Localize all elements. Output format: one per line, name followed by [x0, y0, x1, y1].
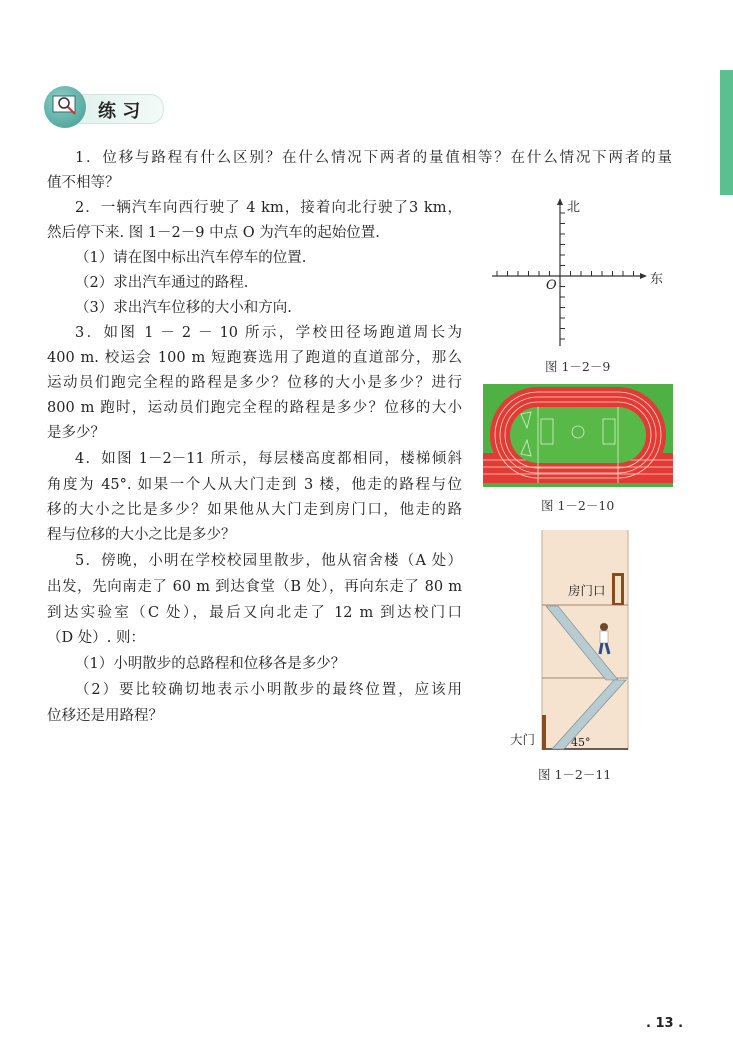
question-2-sub: （2）求出汽车通过的路程.	[75, 275, 249, 291]
question-5-line: 出发，先向南走了 60 m 到达食堂（B 处），再向东走了 80 m	[47, 579, 462, 595]
figure-track	[483, 384, 673, 487]
question-5-line: 位移还是用路程？	[47, 708, 163, 724]
question-2-line: 然后停下来. 图 1－2－9 中点 O 为汽车的起始位置.	[47, 225, 380, 241]
question-3-line: 800 m 跑时，运动员们跑完全程的路程是多少？位移的大小	[47, 400, 462, 416]
question-3-line: 是多少？	[47, 425, 105, 441]
question-5-line: 5．傍晚，小明在学校校园里散步，他从宿舍楼（A 处）	[75, 553, 462, 569]
question-5-sub: （1）小明散步的总路程和位移各是多少？	[75, 656, 346, 672]
figure-caption: 图 1－2－9	[545, 359, 611, 374]
angle-label: 45°	[571, 736, 591, 749]
page-number: . 13 .	[646, 1016, 684, 1031]
figure-axes	[490, 196, 670, 351]
question-3-line: 3．如图 1 － 2 － 10 所示，学校田径场跑道周长为	[75, 325, 462, 341]
north-label: 北	[567, 200, 581, 215]
magnifier-icon	[44, 86, 86, 128]
question-4-line: 角度为 45°. 如果一个人从大门走到 3 楼，他走的路程与位	[47, 477, 462, 493]
east-label: 东	[650, 272, 664, 287]
question-3-line: 400 m. 校运会 100 m 短跑赛选用了跑道的直道部分，那么	[47, 350, 462, 366]
figure-caption: 图 1－2－10	[541, 498, 615, 513]
question-2-line: 2．一辆汽车向西行驶了 4 km，接着向北行驶了3 km，	[75, 200, 462, 216]
question-4-line: 程与位移的大小之比是多少？	[47, 527, 236, 543]
question-2-sub: （3）求出汽车位移的大小和方向.	[75, 300, 292, 316]
origin-label: O	[546, 278, 557, 293]
question-5-sub: （2）要比较确切地表示小明散步的最终位置，应该用	[75, 682, 462, 698]
figure-caption: 图 1－2－11	[538, 767, 612, 782]
question-3-line: 运动员们跑完全程的路程是多少？位移的大小是多少？进行	[47, 375, 462, 391]
figure-staircase	[500, 530, 635, 755]
question-2-sub: （1）请在图中标出汽车停车的位置.	[75, 250, 307, 266]
door-label: 房门口	[568, 583, 606, 598]
question-4-line: 4．如图 1－2－11 所示，每层楼高度都相同，楼梯倾斜	[75, 451, 462, 467]
section-header	[44, 86, 164, 128]
question-1-line: 值不相等？	[47, 175, 120, 191]
gate-label: 大门	[510, 732, 536, 747]
question-4-line: 移的大小之比是多少？如果他从大门走到房门口，他走的路	[47, 502, 462, 518]
question-1-line: 1．位移与路程有什么区别？在什么情况下两者的量值相等？在什么情况下两者的量	[75, 150, 672, 166]
question-5-line: 到达实验室（C 处），最后又向北走了 12 m 到达校门口	[47, 605, 462, 621]
side-tab	[720, 70, 733, 195]
section-title: 练 习	[98, 101, 141, 122]
question-5-line: （D 处）. 则：	[47, 630, 145, 646]
